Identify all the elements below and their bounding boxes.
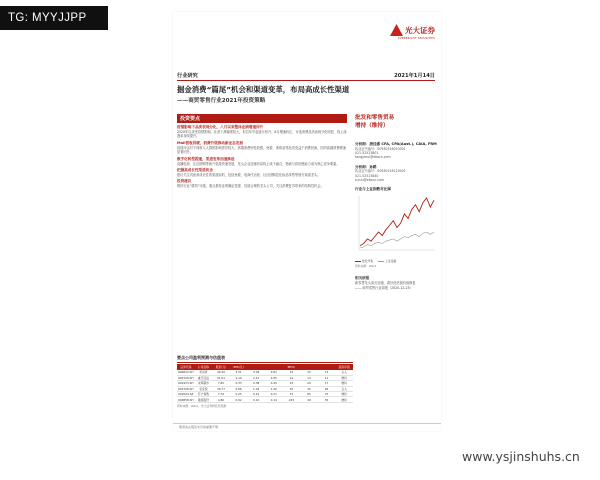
table-cell: 0.02: [230, 397, 248, 402]
table-cell: 增持: [335, 397, 353, 402]
table-cell: 重庆百货: [195, 375, 213, 380]
table-cell: 23: [283, 381, 301, 386]
table-title: 要点公司盈利预测与估值表: [177, 355, 353, 363]
summary-paragraph-heading: Mall营收回暖，消费升级推动新业态发展: [177, 140, 243, 145]
table-cell: 35: [318, 397, 336, 402]
summary-paragraph: [177, 141, 349, 155]
table-cell: 7.79: [212, 392, 230, 397]
industry-name: 批发和零售贸易: [355, 115, 395, 121]
table-cell: 0.21: [265, 392, 283, 397]
table-cell: 601933.SH: [178, 381, 194, 386]
sidebar-column: [355, 114, 437, 290]
table-cell: 20: [300, 381, 318, 386]
logo-name-cn: 光大证券: [405, 25, 435, 35]
logo-name-en: EVERBRIGHT SECURITIES: [398, 37, 435, 40]
table-cell: 0.33: [230, 381, 248, 386]
table-cell: 13: [300, 375, 318, 380]
table-cell: 银座股份: [195, 397, 213, 402]
table-cell: 17: [318, 381, 336, 386]
table-cell: 0.12: [247, 392, 265, 397]
table-cell: 家家悦: [195, 386, 213, 391]
table-cell: 11: [318, 375, 336, 380]
summary-paragraph-heading: 疫情影响下品类表现分化，八月以来整体业绩增速回升: [177, 125, 264, 129]
legend-label: 上证指数: [385, 259, 397, 264]
table-cell: 0.14: [265, 397, 283, 402]
table-cell: 0.45: [265, 381, 283, 386]
table-cell: 永辉超市: [195, 381, 213, 386]
summary-paragraph-body: 维持行业“增持”评级，重点推荐业绩确定性强、估值合理的龙头公司，关注消费复苏带来的结构性机会。: [177, 184, 324, 189]
page-footer: [173, 423, 441, 431]
analyst-detail: sunlu@ebscn.com: [355, 178, 385, 183]
analyst-name: 分析师：孙路: [355, 164, 377, 169]
analyst-detail: 021-52523801: [355, 151, 379, 156]
report-title: 掘金消费“篇尾”机会和渠道变革，布局高成长性渠道: [177, 85, 350, 94]
summary-paragraph-body: 疫情冲击对不同收入人群的影响差异较大，高端消费韧性较强，免税、奢侈品等品类受益于消费回流，国内高端消费增速显著回升。: [177, 145, 346, 155]
table-cell: 002024.SZ: [178, 392, 194, 397]
analyst-detail: 执业证书编号：S0930518120001: [355, 169, 406, 174]
table-cell: 600858.SH: [178, 397, 194, 402]
table-body: [177, 370, 353, 402]
table-header-cell: 股价(元): [212, 364, 230, 370]
table-cell: 买入: [335, 370, 353, 375]
table-cell: 3.51: [230, 370, 248, 375]
analyst-detail: tangjiarui@ebscn.com: [355, 155, 391, 160]
table-cell: 49: [300, 397, 318, 402]
related-report-item: 新零售龙头成长加速，看好低估值价值修复: [355, 281, 416, 286]
site-watermark: www.ysjinshuhs.cn: [462, 449, 580, 464]
table-cell: 3.36: [247, 370, 265, 375]
related-reports-title: 相关研报: [355, 276, 370, 281]
table-cell: 37: [318, 392, 336, 397]
table-cell: 0.25: [230, 392, 248, 397]
table-cell: 增持: [335, 381, 353, 386]
header-divider: [177, 80, 435, 81]
table-cell: 243: [283, 397, 301, 402]
table-cell: 31.61: [212, 375, 230, 380]
table-cell: 4.86: [212, 397, 230, 402]
analyst-name: 分析师：唐佳睿 CFA, CPA(Aust.), CAIA, FRM: [355, 142, 437, 146]
table-cell: 26: [318, 386, 336, 391]
summary-paragraph: [177, 157, 349, 166]
legend-label: 批发零售: [362, 259, 374, 264]
summary-column: [177, 114, 349, 352]
legend-item: [378, 259, 396, 263]
everbright-logo: [390, 24, 435, 36]
report-subtitle: ——商贸零售行业2021年投资策略: [177, 98, 266, 104]
table-cell: 0.38: [247, 381, 265, 386]
table-cell: 30: [300, 386, 318, 391]
summary-paragraph: [177, 179, 349, 188]
table-cell: 30.77: [212, 386, 230, 391]
analyst-detail: 021-52523840: [355, 173, 379, 178]
summary-paragraph-body: 2020年以来受疫情影响，社消下滑幅度较大，但自年中起逐月回升，8月增速转正，可选消费品类表现分化明显，线上渗透率持续提升。: [177, 130, 347, 139]
legend-swatch-icon: [355, 261, 361, 262]
chart-title: 行业与上证指数对比图: [355, 187, 391, 192]
table-cell: 买入: [335, 386, 353, 391]
table-cell: 1.20: [265, 386, 283, 391]
related-report-item: —— 商贸零售行业周报（2020-12-25）: [355, 285, 413, 290]
summary-paragraph: [177, 125, 349, 139]
table-cell: 600729.SH: [178, 376, 194, 381]
chart-series-line-1: [360, 198, 434, 246]
table-source: 资料来源：Wind，光大证券研究所预测: [177, 403, 226, 408]
everbright-logo-icon: [390, 24, 403, 36]
table-cell: 14: [283, 375, 301, 380]
summary-paragraph-heading: 把握高成长性渠道机会: [177, 168, 213, 173]
table-cell: 7.65: [212, 381, 230, 386]
legend-swatch-icon: [378, 261, 384, 262]
chart-source: 资料来源：Wind: [355, 264, 377, 269]
analyst-card: [355, 142, 437, 160]
summary-paragraph: [177, 168, 349, 177]
table-cell: 600612.SH: [178, 370, 194, 375]
table-cell: 31: [283, 392, 301, 397]
table-cell: 14: [283, 370, 301, 375]
table-cell: 0.10: [247, 397, 265, 402]
analyst-detail: 执业证书编号：S0930516020001: [355, 146, 406, 151]
table-cell: 2.47: [247, 375, 265, 380]
table-cell: 35: [283, 386, 301, 391]
industry-rating: 增持（维持）: [355, 123, 389, 129]
table-cell: 15: [300, 370, 318, 375]
report-category: 行业研究: [177, 73, 198, 79]
table-cell: 苏宁易购: [195, 392, 213, 397]
table-header-cell: 投资评级: [335, 364, 353, 370]
summary-paragraph-body: 直播电商、社区团购等新兴渠道快速发展，龙头企业加速布局线上线下融合，物流与供应链能力成为核心竞争要素。: [177, 161, 340, 166]
table-header-cell: EPS(元): [230, 364, 248, 370]
performance-chart: [355, 194, 437, 254]
chart-legend: [355, 259, 437, 263]
table-cell: 65: [300, 392, 318, 397]
table-cell: 增持: [335, 392, 353, 397]
table-cell: 49.20: [212, 370, 230, 375]
forecast-table-block: [177, 355, 353, 408]
table-cell: 1.02: [247, 386, 265, 391]
table-cell: 老凤祥: [195, 370, 213, 375]
table-cell: 0.88: [230, 386, 248, 391]
report-page: [173, 12, 441, 431]
table-header-cell: 证券代码: [177, 364, 195, 370]
summary-paragraph-heading: 数字化转型提速，渠道变革加速推进: [177, 156, 235, 161]
legend-item: [355, 259, 373, 263]
summary-paragraph-body: 建议关注具备高成长性的渠道标的，包括免税、电商代运营、社区团购及化妆品零售等细分赛道龙头。: [177, 173, 321, 178]
table-cell: 603708.SH: [178, 386, 194, 391]
table-header-cell: 公司名称: [195, 364, 213, 370]
table-cell: 3.81: [265, 370, 283, 375]
analyst-card: [355, 165, 437, 183]
report-date: 2021年1月14日: [394, 73, 435, 79]
report-header: [177, 72, 435, 79]
table-row: [177, 397, 353, 402]
table-cell: 增持: [335, 375, 353, 380]
forecast-table: [177, 364, 353, 403]
chart-series-line-2: [360, 232, 434, 248]
summary-header: 投资要点: [177, 114, 347, 123]
table-cell: 2.85: [265, 375, 283, 380]
telegram-badge: TG: MYYJJPP: [0, 6, 108, 30]
table-cell: 13: [318, 370, 336, 375]
summary-paragraph-heading: 投资建议: [177, 179, 192, 184]
footer-disclaimer: 敬请务必阅读末页的重要声明: [179, 425, 219, 429]
table-header-cell: PE(X): [283, 364, 301, 370]
table-cell: 2.19: [230, 375, 248, 380]
